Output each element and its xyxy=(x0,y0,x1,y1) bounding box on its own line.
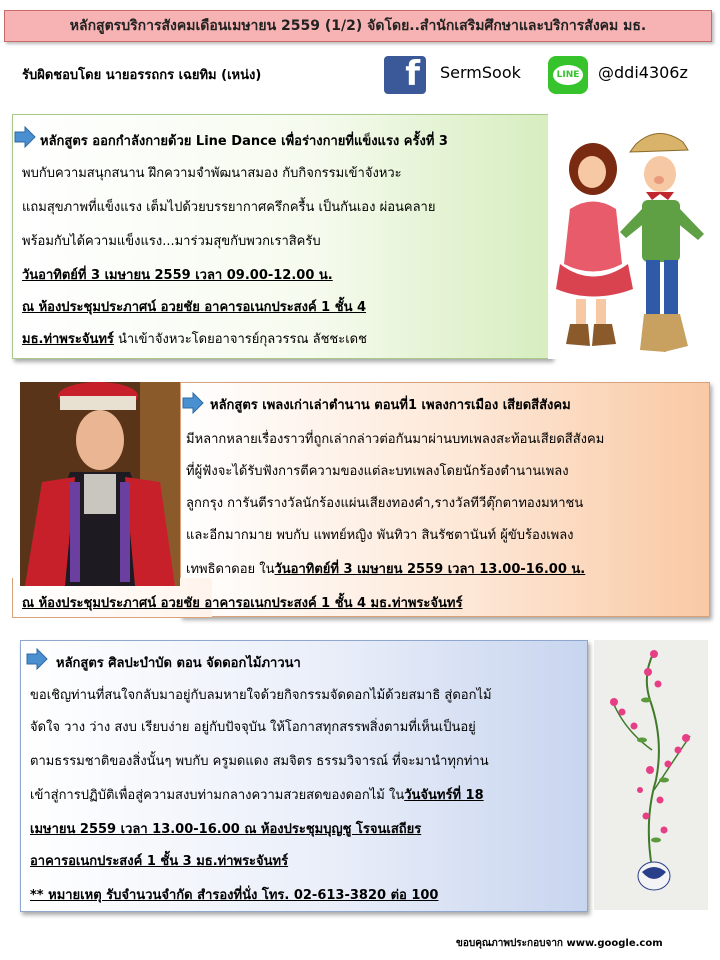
course-1-place-line xyxy=(22,328,367,349)
course-2-line-5-prefix: เทพธิดาดอย ใน xyxy=(186,562,275,577)
facebook-icon[interactable]: f xyxy=(384,56,426,94)
course-2-place: ณ ห้องประชุมประภาศน์ อวยชัย อาคารอเนกประสงค์ 1 ชั้น 4 มธ.ท่าพระจันทร์ xyxy=(22,596,463,611)
course-3-line-2: จัดใจ วาง ว่าง สงบ เรียบง่าย อยู่กับปัจจุบัน ให้โอกาสทุกสรรพสิ่งตามที่เห็นเป็นอยู่ xyxy=(30,720,476,735)
course-3-date: วันจันทร์ที่ 18 xyxy=(404,788,484,803)
course-3-line-4 xyxy=(30,784,484,805)
arrow-right-icon xyxy=(26,648,48,670)
course-3-title: หลักสูตร ศิลปะบำบัด ตอน จัดดอกไม้ภาวนา xyxy=(56,656,301,671)
facebook-page-name[interactable]: SermSook xyxy=(440,63,521,82)
course-3-place: อาคารอเนกประสงค์ 1 ชั้น 3 มธ.ท่าพระจันทร์ xyxy=(30,854,289,869)
course-1-title: หลักสูตร ออกกำลังกายด้วย Line Dance เพื่อร่างกายที่แข็งแรง ครั้งที่ 3 xyxy=(40,134,448,149)
course-2-line-5 xyxy=(186,558,585,579)
line-app-icon[interactable] xyxy=(548,56,588,94)
course-2-date: วันอาทิตย์ที่ 3 เมษายน 2559 เวลา 13.00-16.00 น. xyxy=(274,562,586,577)
course-3-panel xyxy=(20,640,588,912)
course-2-line-4: และอีกมากมาย พบกับ แพทย์หญิง พันทิวา สินรัชตานันท์ ผู้ขับร้องเพลง xyxy=(186,528,574,543)
course-2-line-1: มีหลากหลายเรื่องราวที่ถูกเล่ากล่าวต่อกันมาผ่านบทเพลงสะท้อนเสียดสีสังคม xyxy=(186,432,605,447)
course-3-line-4-prefix: เข้าสู่การปฏิบัติเพื่อสู่ความสงบท่ามกลางความสวยสดของดอกไม้ ใน xyxy=(30,788,405,803)
arrow-right-icon xyxy=(182,392,204,414)
course-1-instructor: นำเข้าจังหวะโดยอาจารย์กุลวรรณ ลัชชะเดช xyxy=(113,332,367,347)
course-3-date-time-place: เมษายน 2559 เวลา 13.00-16.00 ณ ห้องประชุมบุญชู โรจนเสถียร xyxy=(30,822,422,837)
course-1-date: วันอาทิตย์ที่ 3 เมษายน 2559 เวลา 09.00-12.00 น. xyxy=(22,268,333,283)
line-icon-text: LINE xyxy=(553,65,583,85)
course-1-place: ณ ห้องประชุมประภาศน์ อวยชัย อาคารอเนกประสงค์ 1 ชั้น 4 xyxy=(22,300,367,315)
course-2-title: หลักสูตร เพลงเก่าเล่าตำนาน ตอนที่1 เพลงการเมือง เสียดสีสังคม xyxy=(210,398,571,413)
page-title: หลักสูตรบริการสังคมเดือนเมษายน 2559 (1/2) จัดโดย..สำนักเสริมศึกษาและบริการสังคม มธ. xyxy=(69,18,647,34)
course-3-line-1: ขอเชิญท่านที่สนใจกลับมาอยู่กับลมหายใจด้วยกิจกรรมจัดดอกไม้ด้วยสมาธิ สู่ดอกไม้ xyxy=(30,688,492,703)
page-title-banner xyxy=(4,10,712,42)
course-1-line-2: แถมสุขภาพที่แข็งแรง เต็มไปด้วยบรรยากาศครึกครื้น เป็นกันเอง ผ่อนคลาย xyxy=(22,200,436,215)
singer-photo xyxy=(20,382,180,586)
line-id[interactable]: @ddi4306z xyxy=(598,63,688,82)
flower-arrangement-photo xyxy=(594,640,708,910)
course-2-line-3: ลูกกรุง การันตีรางวัลนักร้องแผ่นเสียงทองคำ,รางวัลทีวีตุ๊กตาทองมหาชน xyxy=(186,496,584,511)
course-1-campus: มธ.ท่าพระจันทร์ xyxy=(22,332,114,347)
singer-illustration xyxy=(20,382,180,586)
course-3-line-3: ตามธรรมชาติของสิ่งนั้นๆ พบกับ ครูมดแดง สมจิตร ธรรมวิจารณ์ ที่จะมานำทุกท่าน xyxy=(30,754,489,769)
course-3-note: ** หมายเหตุ รับจำนวนจำกัด สำรองที่นั่ง โทร. 02-613-3820 ต่อ 100 xyxy=(30,888,439,903)
course-2-line-2: ที่ผู้ฟังจะได้รับฟังการตีความของแต่ละบทเพลงโดยนักร้องตำนานเพลง xyxy=(186,464,569,479)
course-1-line-1: พบกับความสนุกสนาน ฝึกความจำพัฒนาสมอง กับกิจกรรมเข้าจังหวะ xyxy=(22,166,402,181)
image-credit: ขอบคุณภาพประกอบจาก www.google.com xyxy=(456,938,663,949)
line-dance-couple-illustration xyxy=(548,114,710,359)
arrow-right-icon xyxy=(14,126,36,148)
course-1-line-3: พร้อมกับได้ความแข็งแรง...มาร่วมสุขกับพวกเราสิครับ xyxy=(22,234,321,249)
contact-person: รับผิดชอบโดย นายอรรถกร เฉยทิม (เหน่ง) xyxy=(22,68,262,83)
